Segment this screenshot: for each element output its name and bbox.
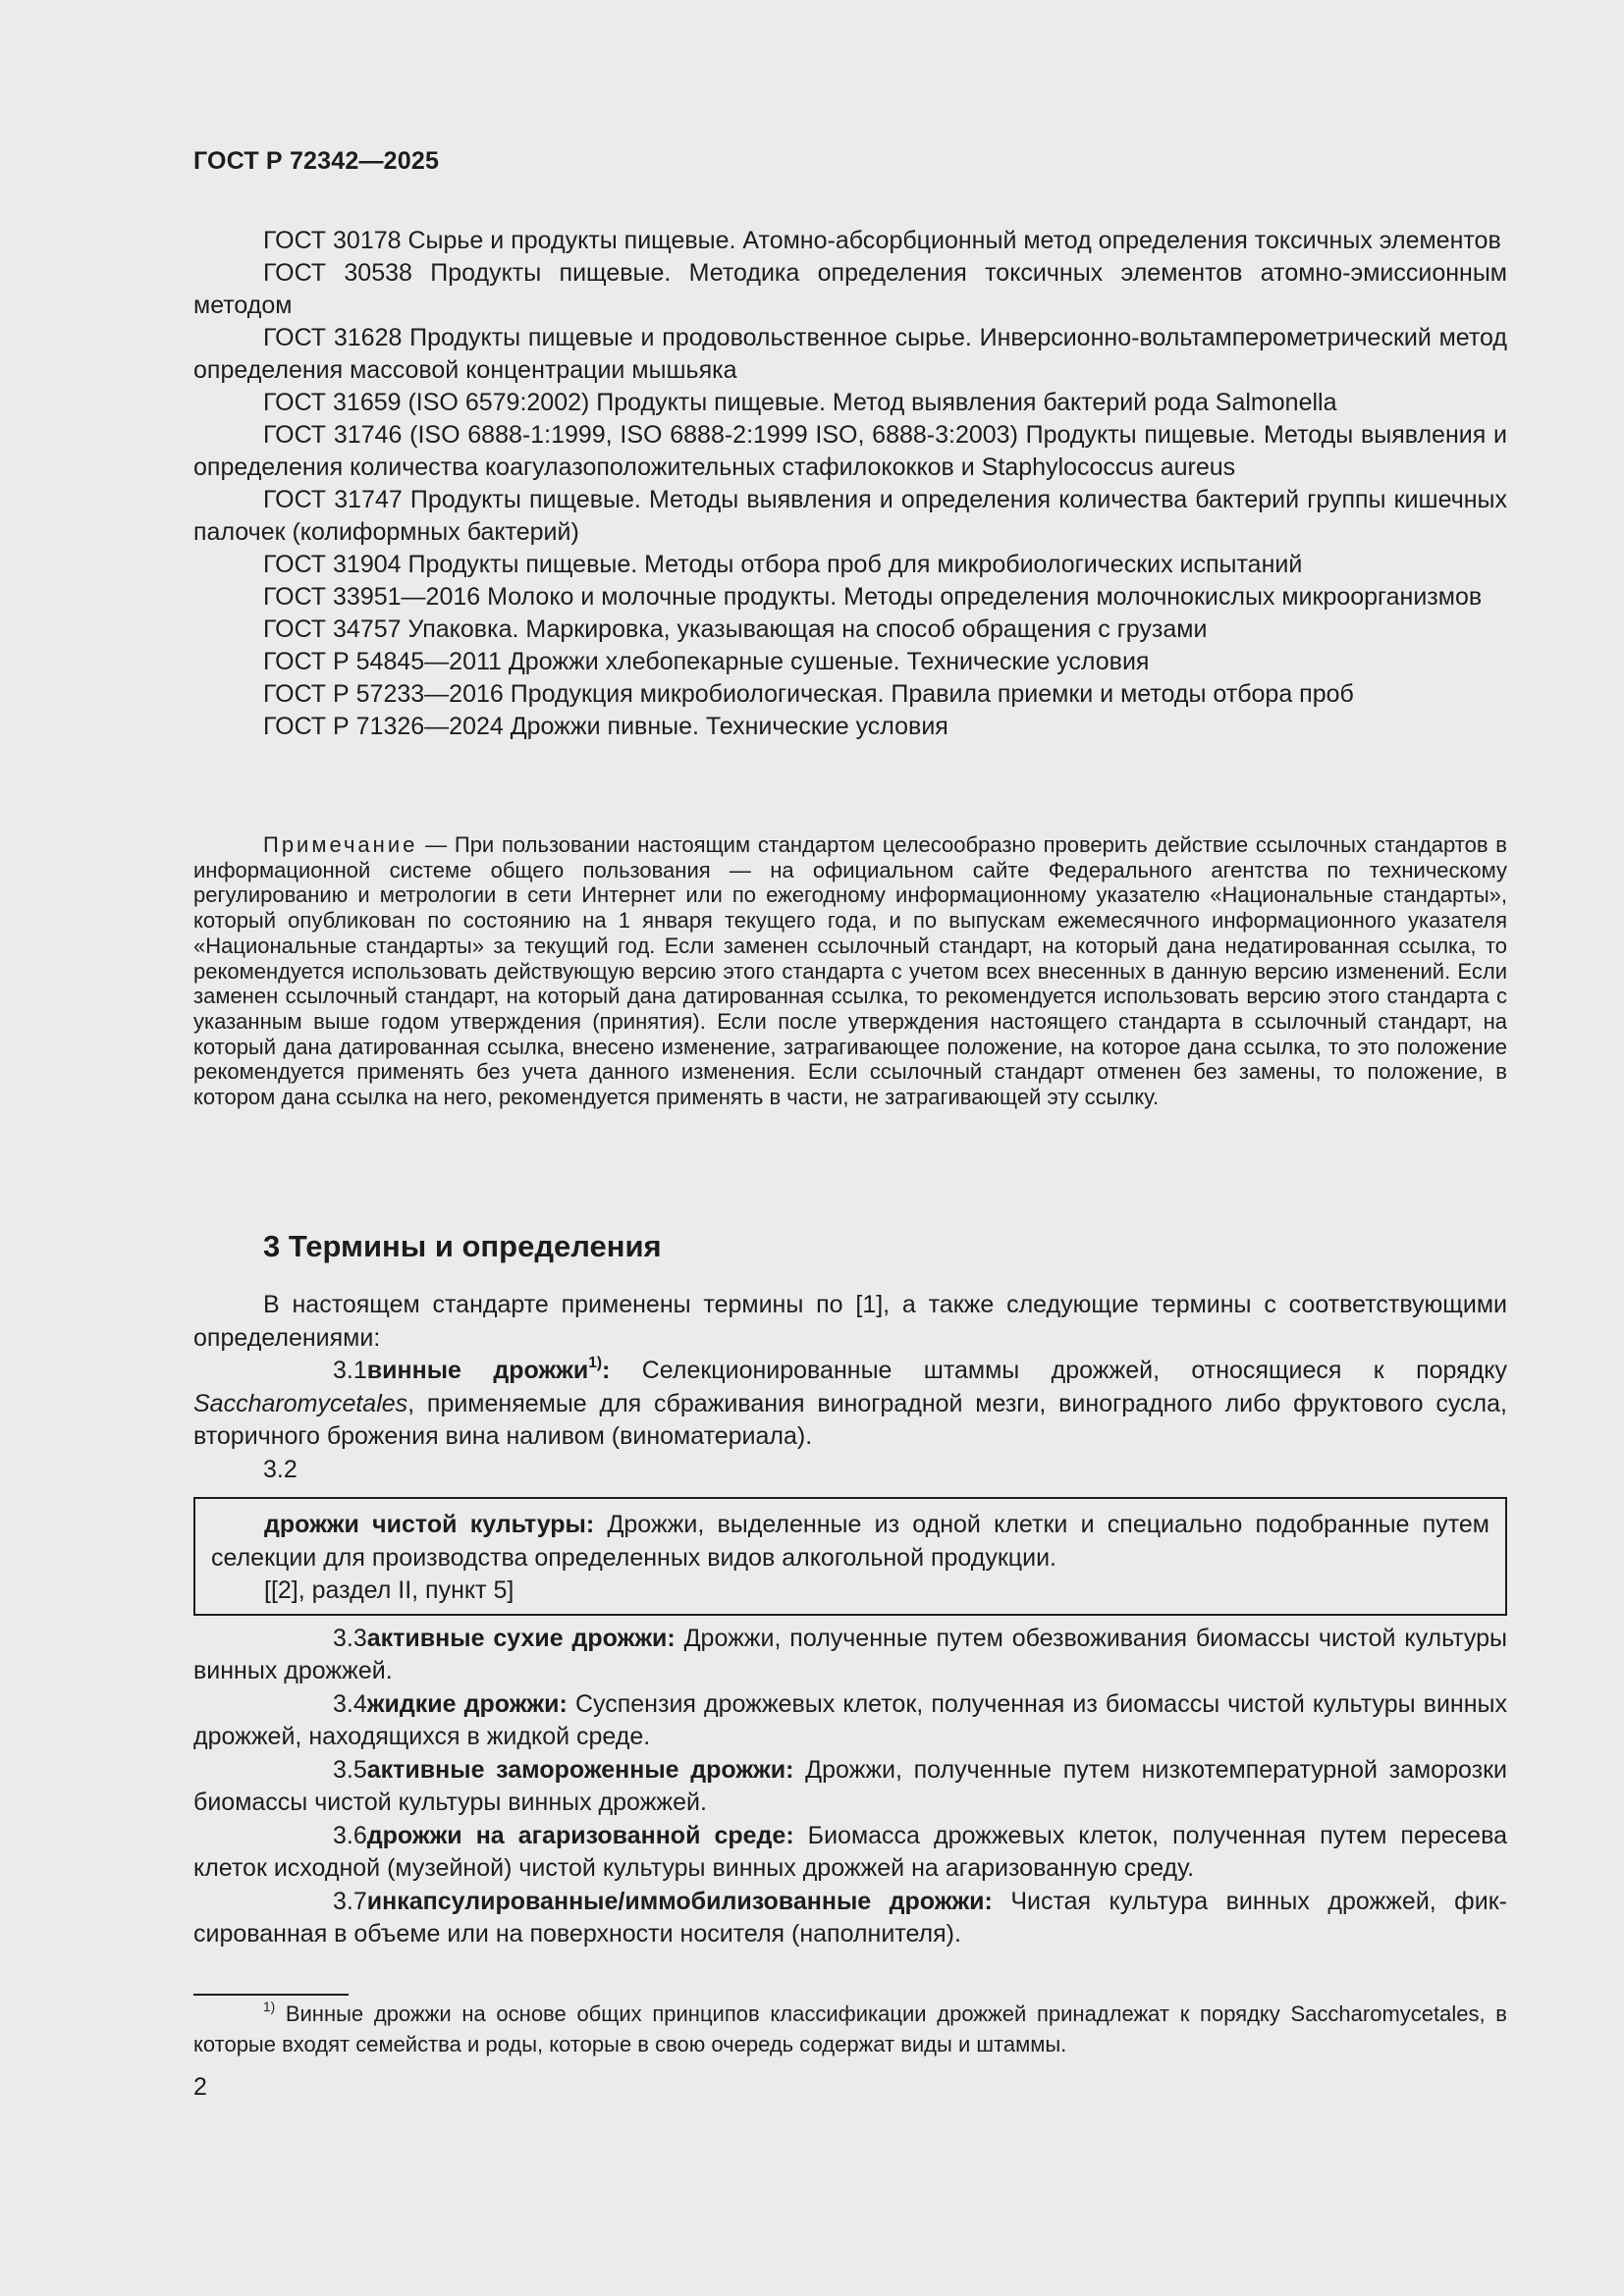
reference-item: ГОСТ 30178 Сырье и продукты пищевые. Атомно-абсорбционный метод определения токсичных элементов bbox=[263, 227, 1501, 254]
reference-item: ГОСТ 33951—2016 Молоко и молочные продукты. Методы определения молочнокислых микроорганизмов bbox=[263, 583, 1483, 611]
reference-item: ГОСТ Р 71326—2024 Дрожжи пивные. Технические условия bbox=[263, 713, 948, 740]
term-number: 3.5 bbox=[333, 1755, 367, 1784]
term-number: 3.6 bbox=[333, 1821, 367, 1849]
term-definition: Чистая культура винных дрожжей, фиксированная в объеме или на поверхности носителя (наполнителя). bbox=[193, 1887, 1507, 1948]
reference-item: ГОСТ 30538 Продукты пищевые. Методика определения токсичных элементов атомно-эмиссионным методом bbox=[193, 259, 1507, 319]
reference-item: ГОСТ 31904 Продукты пищевые. Методы отбора проб для микробиологических испытаний bbox=[263, 551, 1303, 578]
reference-item: ГОСТ Р 57233—2016 Продукция микробиологическая. Правила приемки и методы отбора проб bbox=[263, 680, 1354, 708]
reference-item: ГОСТ 31628 Продукты пищевые и продовольственное сырье. Инверсионно-вольтамперометрический метод определения массовой концентрации мышьяка bbox=[193, 324, 1507, 384]
footnote-text: Винные дрожжи на основе общих принципов классификации дрожжей принадлежат к порядку Saccharomycetales, в которые входят семейства и роды, которые в свою очередь содержат виды и штаммы. bbox=[193, 2002, 1507, 2056]
document-header: ГОСТ Р 72342—2025 bbox=[193, 147, 440, 175]
term-name: дрожжи чистой культуры: bbox=[264, 1511, 595, 1538]
terms-section bbox=[193, 1289, 1507, 1951]
footnote-ref: 1) bbox=[588, 1354, 603, 1371]
normative-references bbox=[193, 225, 1507, 743]
term-definition: Суспензия дрожжевых клеток, полученная из биомассы чистой культуры винных дрожжей, находящихся в жидкой среде. bbox=[193, 1689, 1507, 1750]
term-3-2 bbox=[211, 1509, 1489, 1575]
term-name: активные сухие дрожжи: bbox=[366, 1624, 676, 1652]
term-name: дрожжи на агаризованной среде: bbox=[366, 1821, 794, 1849]
note-label: Примечание bbox=[263, 832, 418, 857]
reference-item: ГОСТ 34757 Упаковка. Маркировка, указывающая на способ обращения с грузами bbox=[263, 615, 1208, 643]
term-name: винные дрожжи bbox=[366, 1357, 589, 1384]
term-3-6 bbox=[193, 1820, 1507, 1886]
term-definition-italic: Saccharomycetales bbox=[193, 1389, 408, 1417]
term-3-7 bbox=[193, 1886, 1507, 1951]
term-3-2-box bbox=[193, 1497, 1507, 1616]
term-definition: Дрожжи, полученные путем низкотемпературной заморозки биомассы чистой культуры винных дрожжей. bbox=[193, 1755, 1507, 1816]
term-definition: Дрожжи, полученные путем обезвоживания биомассы чистой культуры винных дрожжей. bbox=[193, 1624, 1508, 1684]
term-name: жидкие дрожжи: bbox=[366, 1689, 568, 1718]
footnote-mark: 1) bbox=[263, 2000, 276, 2015]
note-text: — При пользовании настоящим стандартом целесообразно проверить действие ссылочных стандартов в информационной системе общего пользования — на официальном сайте Федерального агентства по техническому регулированию и метрологии в сети Интернет или по ежегодному информационному указателю «Национальные стандарты», который опубликован по состоянию на 1 января текущего года, и по выпускам ежемесячного информационного указателя «Национальные стандарты» за текущий год. Если заменен ссылочный стандарт, на который дана недатированная ссылка, то рекомендуется использовать действующую версию этого стандарта с учетом всех внесенных в данную версию изменений. Если заменен ссылочный стандарт, на который дана датированная ссылка, то рекомендуется использовать версию этого стандарта с указанным выше годом утверждения (принятия). Если после утверждения настоящего стандарта в ссылочный стандарт, на который дана датированная ссылка, внесено изменение, затрагивающее положение, на которое дана ссылка, то это положение рекомендуется применять без учета данного изменения. Если ссылочный стандарт отменен без замены, то положение, в котором дана ссылка на него, рекомендуется применять в части, не затрагивающей эту ссылку. bbox=[193, 832, 1507, 1110]
term-3-1 bbox=[193, 1355, 1507, 1454]
term-colon: : bbox=[602, 1357, 611, 1384]
reference-item: ГОСТ 31746 (ISO 6888-1:1999, ISO 6888-2:1999 ISO, 6888-3:2003) Продукты пищевые. Методы выявления и определения количества коагулазоположительных стафилококков и Staphylococcus aureus bbox=[193, 421, 1507, 481]
term-definition: , применяемые для сбраживания виноградной мезги, виноградного либо фруктового сусла, вторичного брожения вина наливом (виноматериала). bbox=[193, 1389, 1507, 1450]
section-intro: В настоящем стандарте применены термины по [1], а также следующие термины с соответствующими определениями: bbox=[193, 1291, 1507, 1352]
term-number: 3.3 bbox=[333, 1624, 367, 1652]
reference-item: ГОСТ 31659 (ISO 6579:2002) Продукты пищевые. Метод выявления бактерий рода Salmonella bbox=[263, 389, 1337, 416]
footnote-divider bbox=[193, 1994, 349, 1996]
term-3-4 bbox=[193, 1688, 1507, 1754]
term-3-3 bbox=[193, 1623, 1507, 1688]
page-number: 2 bbox=[193, 2073, 207, 2101]
term-number: 3.4 bbox=[333, 1689, 367, 1718]
term-definition: Дрожжи, выделенные из одной клетки и специально подобранные путем селекции для производства определенных видов алкогольной продукции. bbox=[211, 1511, 1489, 1572]
term-number: 3.1 bbox=[333, 1357, 367, 1384]
term-3-5 bbox=[193, 1754, 1507, 1820]
term-name: активные замороженные дрожжи: bbox=[366, 1755, 794, 1784]
reference-item: ГОСТ 31747 Продукты пищевые. Методы выявления и определения количества бактерий группы кишечных палочек (колиформных бактерий) bbox=[193, 486, 1507, 546]
term-name: инкапсулированные/иммобилизованные дрожжи: bbox=[366, 1887, 993, 1915]
term-source-reference: [[2], раздел II, пункт 5] bbox=[264, 1576, 514, 1604]
term-3-2-number: 3.2 bbox=[263, 1455, 298, 1483]
footnote bbox=[193, 1999, 1507, 2059]
reference-item: ГОСТ Р 54845—2011 Дрожжи хлебопекарные сушеные. Технические условия bbox=[263, 648, 1150, 675]
term-definition: Селекционированные штаммы дрожжей, относящиеся к порядку bbox=[610, 1357, 1507, 1384]
note-paragraph bbox=[193, 832, 1507, 1110]
term-number: 3.7 bbox=[333, 1887, 367, 1915]
section-title: 3 Термины и определения bbox=[263, 1229, 662, 1263]
term-definition: Биомасса дрожжевых клеток, полученная путем пересева клеток исходной (музейной) чистой культуры винных дрожжей на агаризованную среду. bbox=[193, 1821, 1507, 1882]
